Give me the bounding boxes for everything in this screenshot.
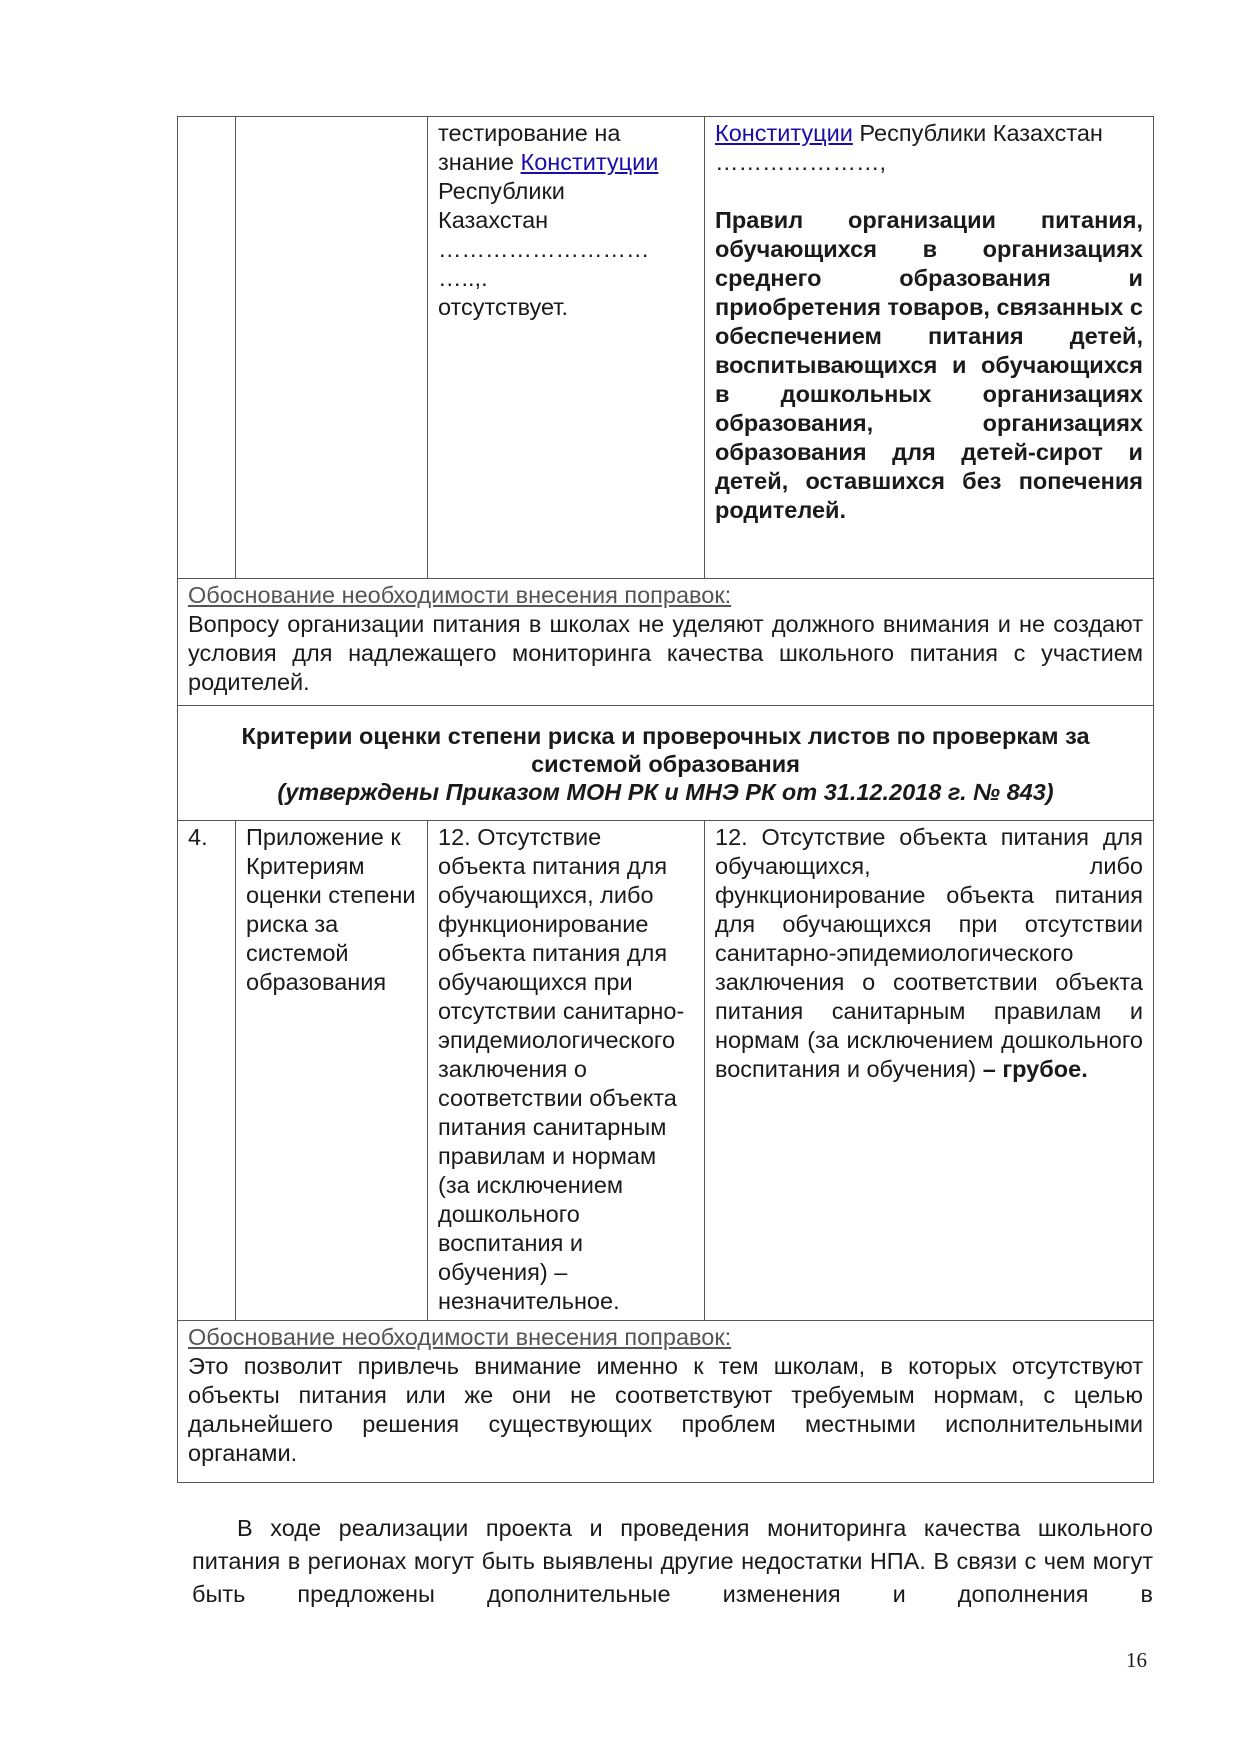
table-row bbox=[178, 1321, 1154, 1483]
cell-current-text: 12. Отсутствие объекта питания для обучающихся, либо функционирование объекта питания для обучающихся при отсутствии санитарно-эпидемиологического заключения о соответствии объекта питания санитарным правилам и нормам (за исключением дошкольного воспитания и обучения) – незначительное. bbox=[428, 821, 705, 1321]
table-row bbox=[178, 706, 1154, 821]
text-fragment: знание bbox=[438, 149, 521, 175]
text-line: Республики bbox=[438, 178, 565, 204]
text-line bbox=[715, 119, 1143, 148]
table-row bbox=[178, 579, 1154, 706]
justification-cell bbox=[178, 1321, 1154, 1483]
section-title: Критерии оценки степени риска и проверочных листов по проверкам за системой образования bbox=[241, 723, 1090, 777]
body-paragraph: В ходе реализации проекта и проведения мониторинга качества школьного питания в регионах могут быть выявлены другие недостатки НПА. В связи с чем могут быть предложены дополнительные изменения и дополнения в bbox=[192, 1515, 1153, 1607]
text-line: …..,. bbox=[438, 265, 488, 291]
constitution-link[interactable]: Конституции bbox=[520, 149, 659, 175]
justification-text: Это позволит привлечь внимание именно к тем школам, в которых отсутствуют объекты питания или же они не соответствуют требуемым нормам, с целью дальнейшего решения существующих проблем местными исполнительными органами. bbox=[188, 1353, 1143, 1466]
cell-document: Приложение к Критериям оценки степени риска за системой образования bbox=[236, 821, 428, 1321]
cell-current-text bbox=[428, 117, 705, 579]
text-line bbox=[438, 148, 694, 177]
cell-number bbox=[178, 117, 236, 579]
justification-heading: Обоснование необходимости внесения поправок: bbox=[188, 1324, 732, 1350]
text-line: тестирование на bbox=[438, 120, 621, 146]
section-title-cell bbox=[178, 706, 1154, 821]
text-line: отсутствует. bbox=[438, 294, 568, 320]
page-number: 16 bbox=[1126, 1648, 1147, 1672]
section-subtitle: (утверждены Приказом МОН РК и МНЭ РК от 31.12.2018 г. № 843) bbox=[277, 779, 1054, 805]
constitution-link[interactable]: Конституции bbox=[715, 120, 853, 146]
table-row bbox=[178, 821, 1154, 1321]
text-fragment: Республики Казахстан bbox=[852, 120, 1103, 146]
cell-number: 4. bbox=[178, 821, 236, 1321]
justification-cell bbox=[178, 579, 1154, 706]
cell-proposed-text bbox=[705, 117, 1154, 579]
amendments-table bbox=[177, 116, 1154, 1483]
bold-amendment-text: Правил организации питания, обучающихся в организациях среднего образования и приобретения товаров, связанных с обеспечением питания детей, воспитывающихся и обучающихся в дошкольных организациях образования, организациях образования для детей-сирот и детей, оставшихся без попечения родителей. bbox=[715, 207, 1143, 523]
cell-proposed-text bbox=[705, 821, 1154, 1321]
cell-document bbox=[236, 117, 428, 579]
severity-label: – грубое. bbox=[976, 1056, 1088, 1082]
spacer bbox=[715, 177, 1143, 206]
text-fragment: 12. Отсутствие объекта питания для обучающихся, либо функционирование объекта питания для обучающихся при отсутствии санитарно-эпидемиологического заключения о соответствии объекта питания санитарным правилам и нормам (за исключением дошкольного воспитания и обучения) bbox=[715, 824, 1143, 1082]
table-row bbox=[178, 117, 1154, 579]
justification-heading: Обоснование необходимости внесения поправок: bbox=[188, 582, 732, 608]
justification-text: Вопросу организации питания в школах не уделяют должного внимания и не создают условия для надлежащего мониторинга качества школьного питания с участием родителей. bbox=[188, 611, 1143, 695]
text-line: Казахстан bbox=[438, 207, 549, 233]
text-line: …………………, bbox=[715, 149, 887, 175]
text-line: ……………………… bbox=[438, 236, 650, 262]
